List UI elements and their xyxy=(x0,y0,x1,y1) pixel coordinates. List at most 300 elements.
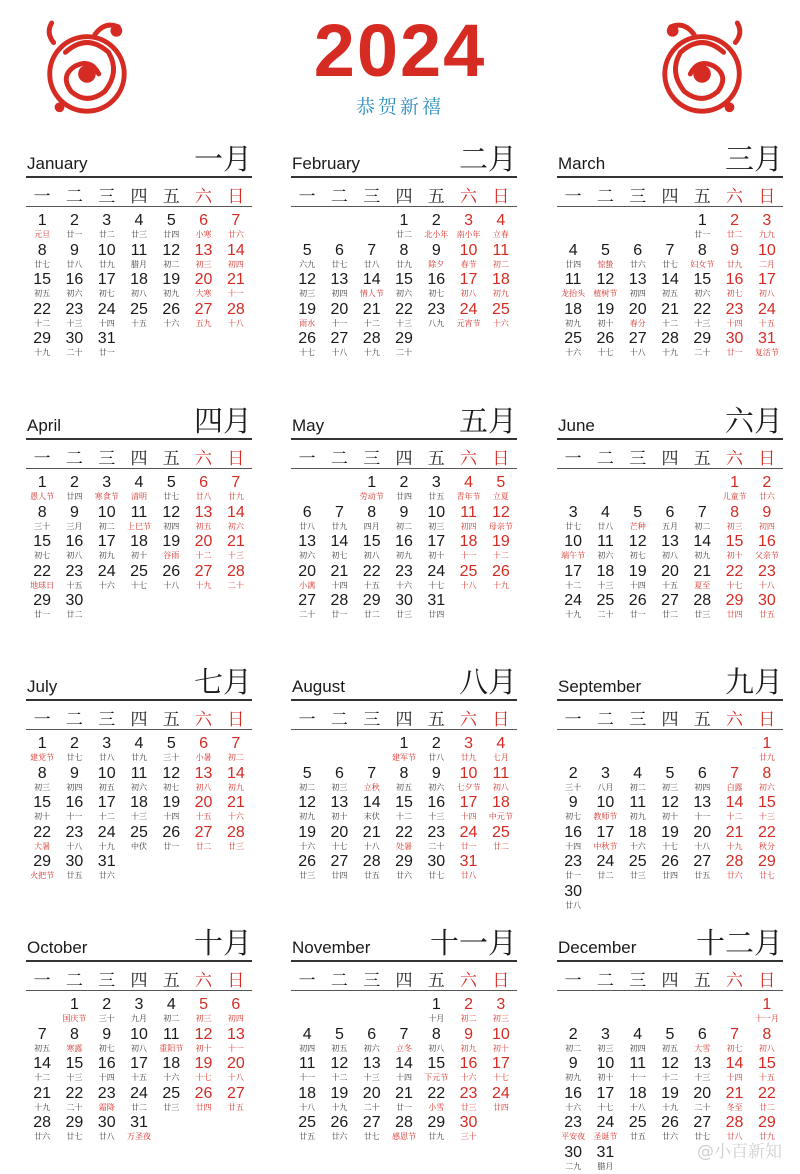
day-cell xyxy=(26,765,58,795)
day-number: 15 xyxy=(33,533,52,550)
weekday-label: 二 xyxy=(330,186,348,207)
day-number: 31 xyxy=(596,1143,615,1161)
day-number: 30 xyxy=(65,853,84,870)
day-cell xyxy=(654,824,686,854)
day-cell xyxy=(187,1026,219,1056)
day-number: 16 xyxy=(395,533,413,550)
day-number: 28 xyxy=(330,592,349,609)
weekday-header xyxy=(291,444,517,469)
lunar-date: 二九 xyxy=(565,1161,582,1171)
day-number: 13 xyxy=(693,794,712,811)
day-number: 15 xyxy=(395,271,413,288)
day-number: 19 xyxy=(491,533,510,550)
day-number: 1 xyxy=(730,474,740,491)
day-cell xyxy=(485,474,517,504)
lunar-date: 廿一 xyxy=(460,841,477,851)
day-cell xyxy=(388,242,420,272)
weekday-label: 二 xyxy=(330,448,348,469)
day-cell xyxy=(155,794,187,824)
day-number: 11 xyxy=(629,794,646,811)
month-name-chinese: 四月 xyxy=(193,404,252,438)
lunar-date: 十一 xyxy=(694,812,711,821)
day-number: 28 xyxy=(693,592,712,609)
day-number: 15 xyxy=(757,1055,776,1072)
day-grid xyxy=(557,212,783,360)
day-cell xyxy=(718,533,750,563)
day-cell xyxy=(589,504,621,534)
lunar-date: 初六 xyxy=(299,551,316,560)
lunar-date: 初六 xyxy=(66,289,83,298)
lunar-date: 廿二 xyxy=(98,230,115,239)
lunar-date: 十七 xyxy=(299,348,316,357)
lunar-date: 初六 xyxy=(694,289,711,298)
day-cell xyxy=(123,765,155,795)
day-cell xyxy=(291,794,323,824)
day-number: 10 xyxy=(596,794,615,811)
lunar-date: 廿六 xyxy=(758,492,775,501)
day-cell xyxy=(622,301,654,331)
day-cell xyxy=(356,1085,388,1115)
day-cell xyxy=(323,301,355,331)
lunar-date: 父亲节 xyxy=(754,551,779,560)
weekday-label: 三 xyxy=(98,709,116,730)
day-number: 9 xyxy=(568,794,578,811)
lunar-date: 愚人节 xyxy=(30,492,55,501)
day-cell xyxy=(91,533,123,563)
empty-cell xyxy=(26,996,58,1026)
day-cell xyxy=(220,1055,252,1085)
day-cell xyxy=(291,1055,323,1085)
day-cell xyxy=(291,592,323,622)
day-cell xyxy=(557,824,589,854)
day-number: 16 xyxy=(65,271,84,288)
day-number: 28 xyxy=(725,853,744,870)
day-number: 21 xyxy=(226,794,245,811)
lunar-date: 十三 xyxy=(758,812,775,821)
lunar-date: 初五 xyxy=(98,782,115,792)
empty-cell xyxy=(557,212,589,242)
lunar-date: 十八 xyxy=(758,580,775,590)
day-number: 23 xyxy=(97,1084,116,1102)
lunar-date: 中秋节 xyxy=(593,841,618,851)
weekday-label: 一 xyxy=(33,709,51,730)
day-number: 29 xyxy=(33,592,52,609)
lunar-date: 廿九 xyxy=(460,753,477,762)
day-cell xyxy=(686,1026,718,1056)
lunar-date: 立秋 xyxy=(363,782,380,792)
day-cell xyxy=(718,301,750,331)
lunar-date: 儿童节 xyxy=(722,492,747,501)
day-number: 30 xyxy=(564,882,583,900)
lunar-date: 初八 xyxy=(492,782,509,792)
weekday-label: 三 xyxy=(629,709,647,730)
lunar-date: 中元节 xyxy=(488,812,513,821)
day-number: 2 xyxy=(762,474,772,491)
empty-cell xyxy=(622,474,654,504)
day-number: 20 xyxy=(298,562,317,580)
day-number: 12 xyxy=(491,503,510,521)
weekday-header xyxy=(291,966,517,991)
day-number: 5 xyxy=(166,212,176,229)
empty-cell xyxy=(654,996,686,1026)
lunar-date: 廿三 xyxy=(395,610,412,619)
lunar-date: 廿二 xyxy=(195,841,212,851)
day-cell xyxy=(622,1085,654,1115)
day-cell xyxy=(91,474,123,504)
day-number: 22 xyxy=(395,300,413,318)
day-number: 14 xyxy=(661,271,679,288)
day-cell xyxy=(91,735,123,765)
empty-cell xyxy=(323,212,355,242)
day-cell xyxy=(58,330,90,360)
day-cell xyxy=(26,474,58,504)
month-name-chinese: 十一月 xyxy=(429,926,517,960)
month-header xyxy=(26,924,252,962)
day-cell xyxy=(91,996,123,1026)
weekday-label: 二 xyxy=(330,709,348,730)
lunar-date: 廿四 xyxy=(66,492,83,501)
month-header xyxy=(26,140,252,178)
weekday-label: 日 xyxy=(492,970,510,991)
lunar-date: 中伏 xyxy=(130,841,147,851)
empty-cell xyxy=(557,735,589,765)
day-cell xyxy=(686,824,718,854)
day-number: 3 xyxy=(496,996,506,1013)
lunar-date: 十六 xyxy=(163,1073,180,1082)
day-number: 5 xyxy=(334,1025,344,1043)
lunar-date: 清明 xyxy=(130,492,147,501)
day-number: 3 xyxy=(102,474,112,491)
lunar-date: 九月 xyxy=(130,1014,147,1023)
month-block xyxy=(291,924,517,1174)
day-cell xyxy=(557,1026,589,1056)
month-block xyxy=(26,663,252,913)
weekday-header xyxy=(291,705,517,730)
lunar-date: 十一 xyxy=(66,812,83,821)
day-number: 14 xyxy=(725,1055,744,1072)
day-number: 26 xyxy=(330,1114,349,1131)
day-number: 19 xyxy=(162,794,181,811)
lunar-date: 初六 xyxy=(597,551,614,560)
lunar-date: 寒食节 xyxy=(94,492,119,501)
day-number: 7 xyxy=(37,1025,47,1043)
lunar-date: 十五 xyxy=(363,580,380,590)
lunar-date: 十二 xyxy=(195,551,212,560)
lunar-date: 廿四 xyxy=(492,1102,509,1112)
day-number: 18 xyxy=(130,533,148,550)
day-number: 24 xyxy=(564,592,583,609)
day-cell xyxy=(557,592,589,622)
lunar-date: 十二 xyxy=(395,812,412,821)
empty-cell xyxy=(557,474,589,504)
day-cell xyxy=(91,1055,123,1085)
day-cell xyxy=(123,735,155,765)
day-cell xyxy=(388,271,420,301)
day-cell xyxy=(718,271,750,301)
day-number: 26 xyxy=(661,1114,679,1131)
weekday-label: 四 xyxy=(395,970,413,991)
lunar-date: 妇女节 xyxy=(690,259,715,269)
day-number: 17 xyxy=(459,271,478,288)
lunar-date: 十六 xyxy=(629,841,646,851)
day-number: 9 xyxy=(568,1055,578,1072)
lunar-date: 初七 xyxy=(726,289,743,298)
day-cell xyxy=(187,824,219,854)
lunar-date: 初二 xyxy=(395,521,412,531)
lunar-date: 三十 xyxy=(163,753,180,762)
lunar-date: 廿五 xyxy=(428,492,445,501)
day-number: 9 xyxy=(431,764,441,782)
lunar-date: 初九 xyxy=(163,289,180,298)
day-cell xyxy=(589,301,621,331)
lunar-date: 初五 xyxy=(661,289,678,298)
lunar-date: 廿七 xyxy=(66,753,83,762)
lunar-date: 小满 xyxy=(299,580,316,590)
day-number: 21 xyxy=(661,300,679,318)
lunar-date: 四月 xyxy=(363,521,380,531)
lunar-date: 十四 xyxy=(726,1073,743,1082)
day-cell xyxy=(557,533,589,563)
month-name-english: September xyxy=(558,677,642,696)
day-number: 7 xyxy=(231,474,241,491)
day-number: 7 xyxy=(367,764,377,782)
lunar-date: 廿八 xyxy=(565,900,582,910)
lunar-date: 十九 xyxy=(34,1102,51,1112)
day-cell xyxy=(220,504,252,534)
lunar-date: 初七 xyxy=(163,782,180,792)
day-number: 17 xyxy=(596,1084,615,1102)
lunar-date: 十二 xyxy=(331,1073,348,1082)
day-cell xyxy=(485,735,517,765)
day-cell xyxy=(751,996,783,1026)
day-number: 21 xyxy=(362,300,381,318)
lunar-date: 初三 xyxy=(661,782,678,792)
day-cell xyxy=(58,794,90,824)
lunar-date: 十七 xyxy=(726,580,743,590)
day-cell xyxy=(26,592,58,622)
day-number: 16 xyxy=(427,794,446,811)
lunar-date: 廿一 xyxy=(694,230,711,239)
month-block xyxy=(557,663,783,913)
day-cell xyxy=(452,1114,484,1144)
lunar-date: 廿二 xyxy=(661,610,678,619)
day-number: 30 xyxy=(427,853,446,870)
empty-cell xyxy=(622,212,654,242)
day-number: 22 xyxy=(33,562,52,580)
day-cell xyxy=(718,1085,750,1115)
lunar-date: 十二 xyxy=(98,812,115,821)
weekday-label: 五 xyxy=(693,709,711,730)
weekday-label: 六 xyxy=(726,186,744,207)
day-number: 18 xyxy=(628,823,647,841)
day-cell xyxy=(388,1026,420,1056)
lunar-date: 十七 xyxy=(597,1102,614,1112)
day-number: 6 xyxy=(697,764,707,782)
weekday-label: 六 xyxy=(195,970,213,991)
lunar-date: 十二 xyxy=(661,318,678,328)
lunar-date: 廿二 xyxy=(130,1102,147,1112)
weekday-label: 三 xyxy=(363,448,381,469)
weekday-label: 四 xyxy=(395,709,413,730)
lunar-date: 初八 xyxy=(758,289,775,298)
day-cell xyxy=(323,765,355,795)
day-cell xyxy=(220,1085,252,1115)
day-number: 8 xyxy=(762,764,772,782)
lunar-date: 初三 xyxy=(726,521,743,531)
day-number: 19 xyxy=(162,271,181,288)
day-number: 3 xyxy=(568,503,578,521)
day-number: 6 xyxy=(665,503,675,521)
day-cell xyxy=(452,1026,484,1056)
day-cell xyxy=(388,301,420,331)
day-number: 13 xyxy=(661,533,679,550)
day-cell xyxy=(420,212,452,242)
day-cell xyxy=(589,330,621,360)
lunar-date: 六九 xyxy=(299,259,316,269)
day-number: 5 xyxy=(665,1025,675,1043)
day-cell xyxy=(323,1055,355,1085)
day-cell xyxy=(388,853,420,883)
lunar-date: 二十 xyxy=(66,348,83,357)
lunar-date: 廿八 xyxy=(299,521,316,531)
day-cell xyxy=(155,996,187,1026)
day-number: 3 xyxy=(464,735,474,752)
day-number: 24 xyxy=(596,1114,615,1131)
day-number: 12 xyxy=(162,241,181,259)
empty-cell xyxy=(654,735,686,765)
watermark: @小百新知 xyxy=(697,1142,782,1162)
day-number: 20 xyxy=(362,1084,381,1102)
day-number: 22 xyxy=(33,823,52,841)
day-cell xyxy=(718,212,750,242)
day-cell xyxy=(751,735,783,765)
weekday-label: 五 xyxy=(162,970,180,991)
day-number: 18 xyxy=(298,1084,317,1102)
day-number: 8 xyxy=(37,503,47,521)
day-cell xyxy=(751,301,783,331)
lunar-date: 廿一 xyxy=(163,841,180,851)
month-name-english: December xyxy=(558,938,637,957)
empty-cell xyxy=(686,474,718,504)
day-number: 12 xyxy=(628,533,647,550)
day-cell xyxy=(654,301,686,331)
day-cell xyxy=(718,330,750,360)
lunar-date: 末伏 xyxy=(363,812,380,821)
empty-cell xyxy=(654,212,686,242)
day-cell xyxy=(388,824,420,854)
day-number: 1 xyxy=(37,212,47,229)
lunar-date: 龙抬头 xyxy=(561,289,586,298)
day-number: 3 xyxy=(134,996,144,1013)
lunar-date: 廿二 xyxy=(66,610,83,619)
day-cell xyxy=(557,504,589,534)
weekday-header xyxy=(557,705,783,730)
day-number: 9 xyxy=(762,503,772,521)
day-number: 1 xyxy=(762,735,772,752)
lunar-date: 十八 xyxy=(227,1073,244,1082)
day-number: 3 xyxy=(600,1025,610,1043)
weekday-label: 二 xyxy=(596,970,614,991)
lunar-date: 十五 xyxy=(758,318,775,328)
day-number: 4 xyxy=(568,241,578,259)
lunar-date: 初三 xyxy=(195,259,212,269)
day-number: 10 xyxy=(491,1025,510,1043)
day-number: 13 xyxy=(298,533,317,550)
day-cell xyxy=(718,1026,750,1056)
day-number: 5 xyxy=(302,241,312,259)
day-number: 14 xyxy=(395,1055,413,1072)
day-cell xyxy=(91,212,123,242)
day-cell xyxy=(91,504,123,534)
day-cell xyxy=(356,271,388,301)
lunar-date: 十一 xyxy=(227,289,244,298)
day-cell xyxy=(155,824,187,854)
lunar-date: 二十 xyxy=(694,348,711,357)
month-name-chinese: 九月 xyxy=(724,665,783,699)
day-number: 19 xyxy=(661,823,679,841)
day-number: 5 xyxy=(302,764,312,782)
day-cell xyxy=(388,533,420,563)
lunar-date: 十四 xyxy=(331,580,348,590)
day-number: 29 xyxy=(725,592,744,609)
lunar-date: 廿九 xyxy=(395,259,412,269)
lunar-date: 元旦 xyxy=(34,230,51,239)
day-number: 18 xyxy=(491,794,510,811)
day-cell xyxy=(654,794,686,824)
lunar-date: 初四 xyxy=(331,289,348,298)
day-number: 27 xyxy=(661,592,679,609)
month-block xyxy=(557,140,783,390)
day-number: 26 xyxy=(162,300,181,318)
lunar-date: 廿七 xyxy=(363,1132,380,1141)
weekday-label: 四 xyxy=(130,448,148,469)
lunar-date: 初九 xyxy=(629,812,646,821)
day-number: 24 xyxy=(459,823,478,841)
day-cell xyxy=(187,504,219,534)
day-grid xyxy=(26,212,252,360)
day-cell xyxy=(654,592,686,622)
lunar-date: 立冬 xyxy=(395,1043,412,1053)
day-cell xyxy=(26,212,58,242)
day-cell xyxy=(452,533,484,563)
lunar-date: 十三 xyxy=(66,1073,83,1082)
day-cell xyxy=(91,301,123,331)
day-cell xyxy=(622,1026,654,1056)
day-cell xyxy=(58,301,90,331)
day-cell xyxy=(220,242,252,272)
lunar-date: 十七 xyxy=(195,1073,212,1082)
day-cell xyxy=(356,474,388,504)
day-cell xyxy=(485,1085,517,1115)
day-number: 17 xyxy=(97,271,116,288)
lunar-date: 小寒 xyxy=(195,230,212,239)
lunar-date: 初四 xyxy=(66,782,83,792)
lunar-date: 十月 xyxy=(428,1014,445,1023)
day-cell xyxy=(589,1144,621,1174)
day-cell xyxy=(485,1055,517,1085)
month-block xyxy=(557,402,783,652)
day-cell xyxy=(388,592,420,622)
day-cell xyxy=(123,1085,155,1115)
day-number: 25 xyxy=(298,1114,317,1131)
day-number: 3 xyxy=(464,212,474,229)
lunar-date: 廿五 xyxy=(629,1132,646,1141)
day-cell xyxy=(452,271,484,301)
day-number: 26 xyxy=(194,1084,213,1102)
empty-cell xyxy=(718,996,750,1026)
day-cell xyxy=(420,563,452,593)
lunar-date: 十一 xyxy=(331,318,348,328)
